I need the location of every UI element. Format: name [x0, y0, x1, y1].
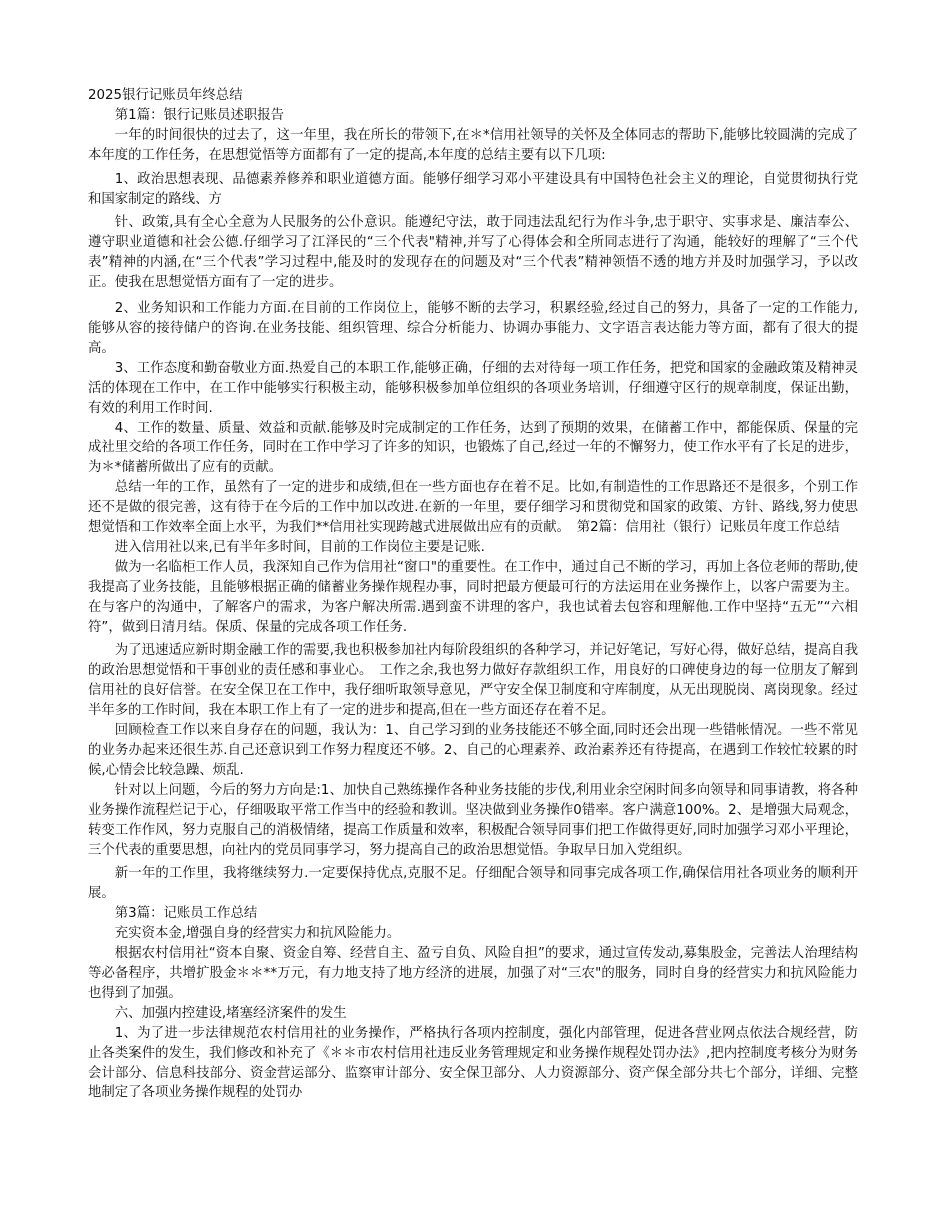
paragraph: 2、业务知识和工作能力方面.在目前的工作岗位上，能够不断的去学习，积累经验,经过自己的努力，具备了一定的工作能力,能够从容的接待储户的咨询.在业务技能、组织管理、综合分析能力、协调办事能力、文字语言表达能力等方面，都有了很大的提高。 — [88, 301, 858, 356]
paragraph: 为了迅速适应新时期金融工作的需要,我也积极参加社内每阶段组织的各种学习，并记好笔记，写好心得，做好总结，提高自我的政治思想觉悟和干事创业的责任感和事业心。 工作之余,我也努力做好存款组织工作，用良好的口碑使身边的每一位朋友了解到信用社的良好信誉。在安全保卫在工作中，我仔细听取领导意见，严守安全保卫制度和守库制度，从无出现脱岗、离岗现象。经过半年多的工作时间，我在本职工作上有了一定的进步和提高,但在一些方面还存在着不足。 — [88, 643, 858, 719]
paragraph: 六、加强内控建设,堵塞经济案件的发生 — [114, 1005, 347, 1021]
paragraph: 1、政治思想表现、品德素养修养和职业道德方面。能够仔细学习邓小平建设具有中国特色社会主义的理论，自觉贯彻执行党和国家制定的路线、方 — [88, 171, 858, 207]
document-page — [88, 86, 858, 1103]
paragraph: 做为一名临柜工作人员，我深知自己作为信用社“窗口"的重要性。在工作中，通过自己不断的学习，再加上各位老师的帮助,使我提高了业务技能，且能够根据正确的储蓄业务操作规程办事，同时把最方便最可行的方法运用在业务操作上，以客户需要为主。在与客户的沟通中，了解客户的需求，为客户解决所需.遇到蛮不讲理的客户，我也试着去包容和理解他.工作中坚持“五无”“六相符”，做到日清月结。保质、保量的完成各项工作任务. — [88, 559, 858, 635]
paragraph: 根据农村信用社“资本自聚、资金自筹、经营自主、盈亏自负、风险自担”的要求，通过宣传发动,募集股金，完善法人治理结构等必备程序，共增扩股金＊＊**万元，有力地支持了地方经济的进展，加强了对“三农"的服务，同时自身的经营实力和抗风险能力也得到了加强。 — [88, 946, 858, 1001]
paragraph: 针对以上问题，今后的努力方向是:1、加快自己熟练操作各种业务技能的步伐,利用业余空闲时间多向领导和同事请教，将各种业务操作流程烂记于心，仔细吸取平常工作当中的经验和教训。坚决做到业务操作0错率。客户满意100%。2、是增强大局观念，转变工作作风，努力克服自己的消极情绪，提高工作质量和效率，积极配合领导同事们把工作做得更好,同时加强学习邓小平理论，三个代表的重要思想，向社内的党员同事学习，努力提高自己的政治思想觉悟。争取早日加入党组织。 — [88, 782, 858, 858]
document-title: 2025银行记账员年终总结 — [88, 88, 243, 103]
paragraph: 充实资本金,增强自身的经营实力和抗风险能力。 — [114, 926, 401, 942]
paragraph: 1、为了进一步法律规范农村信用社的业务操作，严格执行各项内控制度，强化内部管理，促进各营业网点依法合规经营，防止各类案件的发生，我们修改和补充了《＊＊市农村信用社违反业务管理规定和业务操作规程处罚办法》,把内控制度考核分为财务会计部分、信息科技部分、资金营运部分、监察审计部分、安全保卫部分、人力资源部分、资产保全部分共七个部分，详细、完整地制定了各项业务操作规程的处罚办 — [88, 1025, 858, 1101]
paragraph: 第3篇：记账员工作总结 — [114, 906, 258, 922]
paragraph: 针、政策,具有全心全意为人民服务的公仆意识。能遵纪守法，敢于同违法乱纪行为作斗争,忠于职守、实事求是、廉洁奉公、遵守职业道德和社会公德.仔细学习了江泽民的“三个代表"精神,并写了心得体会和全所同志进行了沟通，能较好的理解了“三个代表”精神的内涵,在“三个代表”学习过程中,能及时的发现存在的问题及对“三个代表”精神领悟不透的地方并及时加强学习，予以改正。使我在思想觉悟方面有了一定的进步。 — [88, 215, 858, 291]
paragraph: 3、工作态度和勤奋敬业方面.热爱自己的本职工作,能够正确，仔细的去对待每一项工作任务，把党和国家的金融政策及精神灵活的体现在工作中，在工作中能够实行积极主动，能够积极参加单位组织的各项业务培训，仔细遵守区行的规章制度，保证出勤，有效的利用工作时间. — [88, 360, 858, 416]
paragraph: 总结一年的工作，虽然有了一定的进步和成绩,但在一些方面也存在着不足。比如,有制造性的工作思路还不是很多，个别工作还不是做的很完善，这有待于在今后的工作中加以改进.在新的一年里，要仔细学习和贯彻党和国家的政策、方针、路线,努力使思想觉悟和工作效率全面上水平，为我们**信用社实现跨越式进展做出应有的贡献。 第2篇：信用社（银行）记账员年度工作总结 — [88, 480, 858, 536]
document-body — [88, 106, 858, 1103]
paragraph: 新一年的工作里，我将继续努力.一定要保持优点,克服不足。仔细配合领导和同事完成各项工作,确保信用社各项业务的顺利开展。 — [88, 866, 858, 902]
paragraph: 第1篇：银行记账员述职报告 — [114, 107, 285, 123]
paragraph: 回顾检查工作以来自身存在的问题，我认为：1、自己学习到的业务技能还不够全面,同时还会出现一些错帐情况。一些不常见的业务办起来还很生苏.自己还意识到工作努力程度还不够。2、自己的心理素养、政治素养还有待提高，在遇到工作较忙较累的时候,心情会比较急躁、烦乱. — [88, 723, 858, 778]
paragraph: 进入信用社以来,已有半年多时间，目前的工作岗位主要是记账. — [114, 539, 485, 555]
paragraph: 一年的时间很快的过去了，这一年里，我在所长的带领下,在＊*信用社领导的关怀及全体同志的帮助下,能够比较圆满的完成了本年度的工作任务，在思想觉悟等方面都有了一定的提高,本年度的总结主要有以下几项: — [88, 127, 858, 163]
paragraph: 4、工作的数量、质量、效益和贡献.能够及时完成制定的工作任务，达到了预期的效果，在储蓄工作中，都能保质、保量的完成社里交给的各项工作任务，同时在工作中学习了许多的知识，也锻炼了自己,经过一年的不懈努力，使工作水平有了长足的进步，为＊*储蓄所做出了应有的贡献。 — [88, 420, 858, 476]
